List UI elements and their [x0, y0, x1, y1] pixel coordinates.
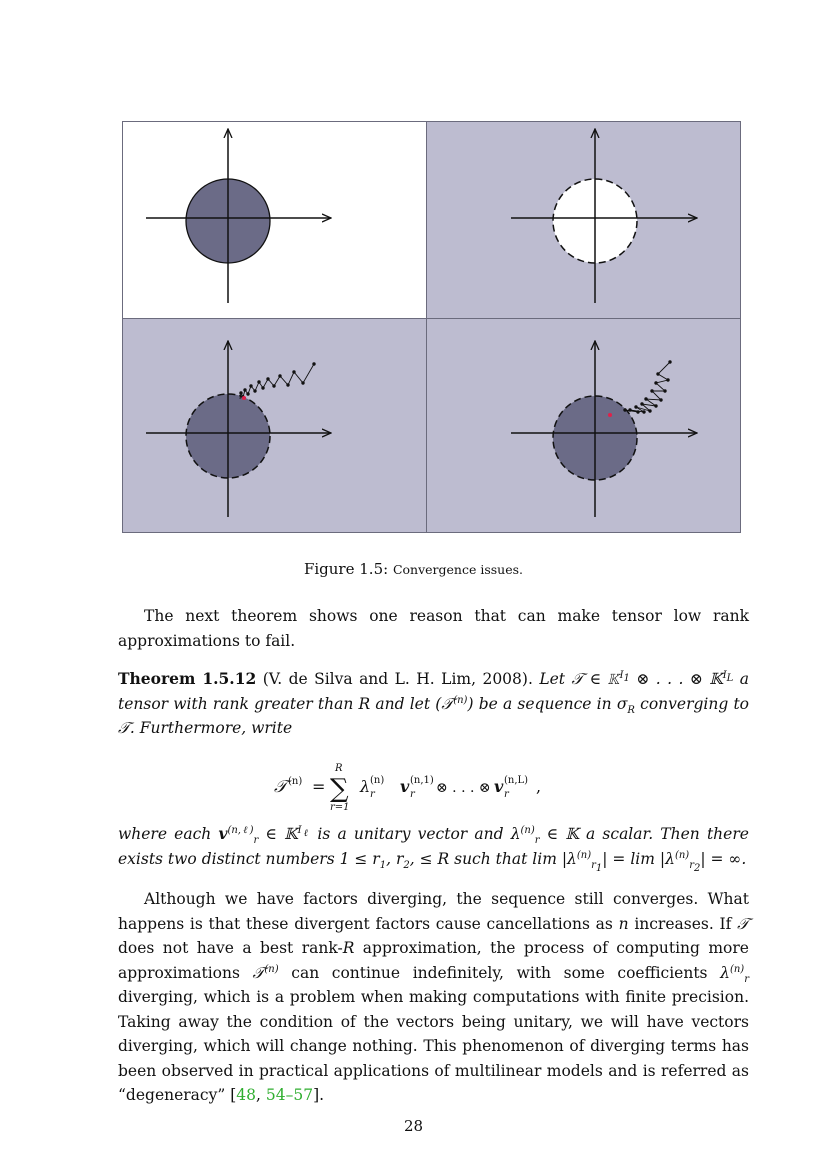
theorem-attribution: (V. de Silva and L. H. Lim, 2008).: [262, 670, 533, 688]
eq-lhs: 𝒯: [273, 777, 287, 797]
p2-a: where each: [118, 825, 212, 843]
p2-b: is a unitary vector and: [317, 825, 504, 843]
eq-lambda: λ: [359, 777, 370, 796]
p2-c: a scalar. Then there exists two distinct numbers: [118, 825, 749, 868]
eq-lambda-sub: r: [369, 789, 375, 800]
panel-top-left: [123, 122, 427, 319]
display-equation: [0, 762, 827, 812]
theorem-text-2: a tensor with rank greater than R and let: [118, 670, 749, 713]
svg-text:r: r: [503, 789, 509, 800]
eq-vec1-sup: (n,1): [409, 775, 434, 786]
eq-vec2-sup: (n,L): [503, 775, 528, 786]
p3-a: Although we have factors diverging, the sequence still converges. What happens is that these divergent factors cause cancellations as: [118, 890, 749, 933]
limit-point: [242, 396, 246, 400]
figure-caption: [0, 560, 827, 578]
theorem-label: Theorem 1.5.12: [118, 669, 257, 688]
panel-bottom-left: [123, 319, 427, 533]
theorem-text-3: be a sequence in: [478, 694, 612, 713]
figure-svg: [122, 121, 741, 533]
svg-text:=: =: [311, 777, 325, 796]
theorem-text-1: Let: [539, 670, 566, 688]
paragraph-degeneracy: Although we have factors diverging, the sequence still converges. What happens is that these divergent factors cause cancellations as n increases. If 𝒯 does not have a best rank-R approximation, the process of computing more approximations 𝒯$^{(n)}$ can continue indefinitely, with some coefficients $\lambda^{(n)}_r$ diverging, which is a problem when making computations with finite precision. Taking away the condition of the vectors being unitary, we will have vectors diverging, which will change nothing. This phenomenon of diverging terms has been observed in practical applications of multilinear models and is referred as “degeneracy” [48, 54–57].: [118, 890, 749, 1104]
eq-lhs-sup: (n): [287, 776, 302, 787]
svg-text:v: v: [493, 777, 503, 796]
eq-sum-upper: R: [334, 763, 343, 774]
citation-link-48[interactable]: 48: [236, 1086, 256, 1104]
eq-otimes: ⊗ . . . ⊗: [435, 780, 491, 796]
cite-separator: ,: [256, 1086, 266, 1104]
theorem-text-5: . Furthermore, write: [129, 719, 293, 737]
paragraph-intro: The next theorem shows one reason that can make tensor low rank approximations to fail.: [118, 607, 749, 650]
theorem-text-4: converging to: [640, 694, 750, 713]
caption-label: Figure 1.5:: [303, 560, 389, 578]
p3-e: can continue indefinitely, with some coefficients: [291, 963, 708, 982]
p3-b: increases. If: [634, 914, 732, 933]
limit-point: [608, 413, 612, 417]
page-number: 28: [403, 1117, 424, 1135]
citation-link-54-57[interactable]: 54–57: [265, 1086, 314, 1104]
p3-d: approximation, the process of computing more approximations: [118, 939, 749, 982]
caption-text: Convergence issues.: [392, 562, 524, 577]
svg-text:∑: ∑: [329, 774, 349, 804]
svg-text:r: r: [409, 789, 415, 800]
p2-d: such that: [454, 849, 528, 868]
eq-lambda-sup: (n): [369, 775, 384, 786]
theorem-statement: Theorem 1.5.12 (V. de Silva and L. H. Lim, 2008). Let 𝒯 ∈ 𝕂$^{I_1}$ ⊗ . . . ⊗ 𝕂$^{I_L}$ a tensor with rank greater than R and let (𝒯$^{(n)}$) be a sequence in $\sigma_R$ converging to 𝒯. Furthermore, write: [118, 669, 750, 737]
eq-sum-lower: r=1: [329, 802, 350, 812]
figure-convergence: [122, 121, 741, 533]
p3-f: diverging, which is a problem when making computations with finite precision. Taking away the condition of the vectors being unitary, we will have vectors diverging, which will change nothing. This phenomenon of diverging terms has been observed in practical applications of multilinear models and is referred as “degeneracy” [: [118, 988, 749, 1104]
p3-c: does not have a best rank-: [118, 939, 343, 957]
eq-vec1: v: [399, 777, 409, 796]
theorem-continuation: where each $v^{(n,\ell)}_r$ ∈ 𝕂$^{I_\ell}$ is a unitary vector and $\lambda^{(n)}_r$ ∈ 𝕂 a scalar. Then there exists two distinct numbers $1 \le r_1$, $r_2$, ≤ R such that $\lim |\lambda^{(n)}_{r_1}| = \lim |\lambda^{(n)}_{r_2}|$ = ∞.: [118, 824, 749, 874]
p3-g: ].: [313, 1086, 325, 1104]
equation-svg: [274, 762, 554, 812]
eq-trail: ,: [535, 777, 541, 796]
